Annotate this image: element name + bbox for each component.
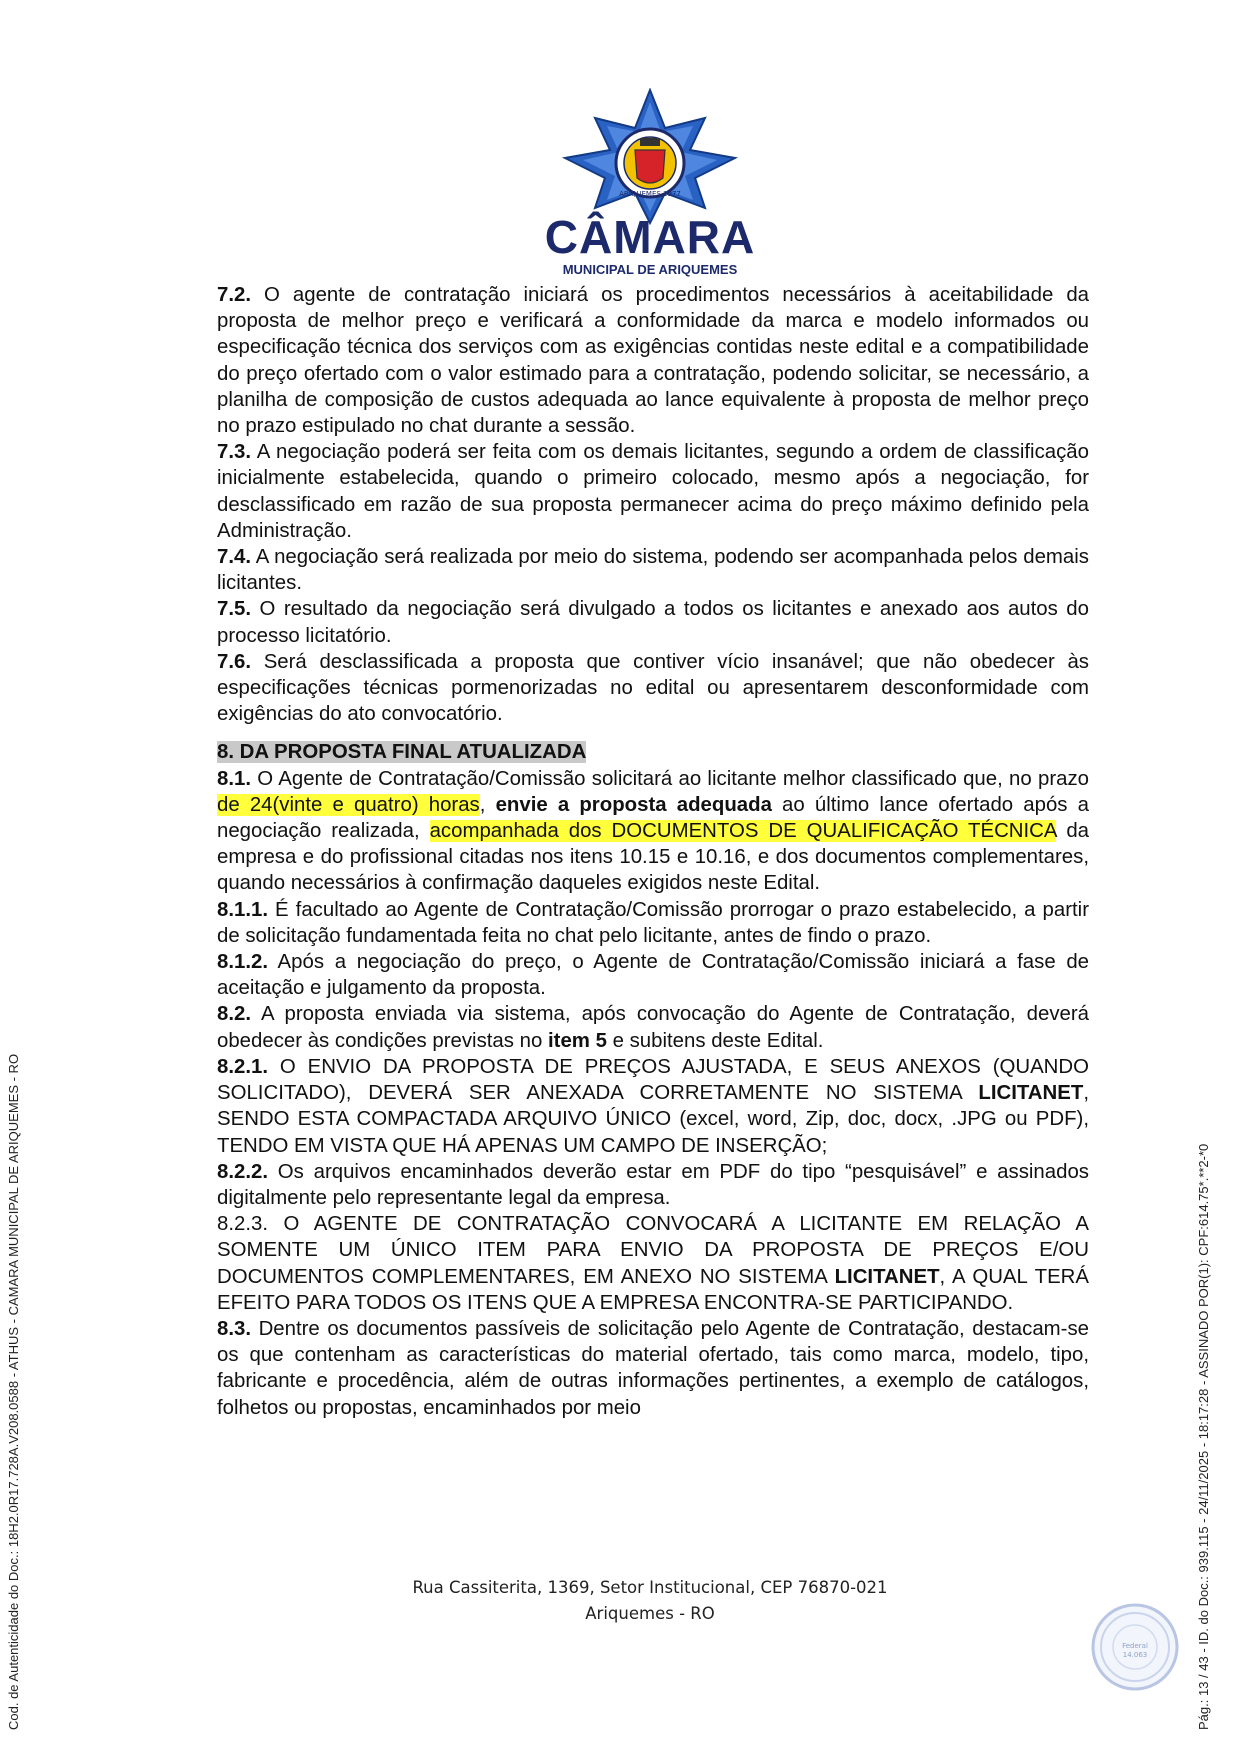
highlight-deadline: de 24(vinte e quatro) horas (217, 793, 480, 816)
section-8-heading: 8. DA PROPOSTA FINAL ATUALIZADA (217, 741, 587, 764)
seal-line2: 14.063 (1122, 1651, 1148, 1659)
logo-subtitle: MUNICIPAL DE ARIQUEMES (562, 262, 738, 277)
footer-city: Ariquemes - RO (585, 1604, 715, 1623)
seal-line1: Federal (1122, 1642, 1148, 1650)
footer-address: Rua Cassiterita, 1369, Setor Institucional, CEP 76870-021 (412, 1578, 888, 1597)
seal-text: ARIQUEMES 1977 (619, 190, 681, 198)
digital-signature-seal-icon (1090, 1602, 1180, 1692)
paragraph-8-1-1: 8.1.1. É facultado ao Agente de Contratação/Comissão prorrogar o prazo estabelecido, a partir de solicitação fundamentada feita no chat pelo licitante, antes de findo o prazo. (217, 898, 1089, 947)
paragraph-8-2: 8.2. A proposta enviada via sistema, após convocação do Agente de Contratação, deverá obedecer às condições previstas no item 5 e subitens deste Edital. (217, 1003, 1089, 1052)
logo-title: CÂMARA (544, 211, 756, 263)
paragraph-8-2-2: 8.2.2. Os arquivos encaminhados deverão estar em PDF do tipo “pesquisável” e assinados digitalmente pelo representante legal da empresa. (217, 1160, 1089, 1209)
paragraph-8-3: 8.3. Dentre os documentos passíveis de solicitação pelo Agente de Contratação, destacam-se os que contenham as características do material ofertado, tais como marca, modelo, tipo, fabricante e procedência, além de outras informações pertinentes, a exemplo de catálogos, folhetos ou propostas, encaminhados por meio (217, 1317, 1089, 1419)
paragraph-7-5: 7.5. O resultado da negociação será divulgado a todos os licitantes e anexado aos autos do processo licitatório. (217, 598, 1089, 647)
paragraph-8-1: 8.1. O Agente de Contratação/Comissão solicitará ao licitante melhor classificado que, no prazo de 24(vinte e quatro) horas, envie a proposta adequada ao último lance ofertado após a negociação realizada, acompanhada dos DOCUMENTOS DE QUALIFICAÇÃO TÉCNICA da empresa e do profissional citadas nos itens 10.15 e 10.16, e dos documentos complementares, quando necessários à confirmação daqueles exigidos neste Edital. (217, 767, 1089, 895)
paragraph-8-1-2: 8.1.2. Após a negociação do preço, o Agente de Contratação/Comissão iniciará a fase de aceitação e julgamento da proposta. (217, 951, 1089, 1000)
paragraph-7-2: 7.2. O agente de contratação iniciará os procedimentos necessários à aceitabilidade da proposta de melhor preço e verificará a conformidade da marca e modelo informados ou especificação técnica dos serviços com as exigências contidas neste edital e a compatibilidade do preço ofertado com o valor estimado para a contratação, podendo solicitar, se necessário, a planilha de composição de custos adequada ao lance equivalente à proposta de melhor preço no prazo estipulado no chat durante a sessão. (217, 284, 1089, 438)
paragraph-8-2-1: 8.2.1. O ENVIO DA PROPOSTA DE PREÇOS AJUSTADA, E SEUS ANEXOS (QUANDO SOLICITADO), DEVERÁ SER ANEXADA CORRETAMENTE NO SISTEMA LICITANET, SENDO ESTA COMPACTADA ARQUIVO ÚNICO (excel, word, Zip, doc, docx, .JPG ou PDF), TENDO EM VISTA QUE HÁ APENAS UM CAMPO DE INSERÇÃO; (217, 1055, 1089, 1157)
highlight-documents: acompanhada dos DOCUMENTOS DE QUALIFICAÇÃO TÉCNICA (429, 820, 1057, 843)
authenticity-code-text: Cod. de Autenticidade do Doc.: 18H2.0R17.728A.V208.0588 - ATHUS - CAMARA MUNICIPAL DE ARIQUEMES - RO (6, 1053, 21, 1730)
paragraph-7-6: 7.6. Será desclassificada a proposta que contiver vício insanável; que não obedecer às especificações técnicas pormenorizadas no edital ou apresentarem desconformidade com exigências do ato convocatório. (217, 650, 1089, 726)
paragraph-7-4: 7.4. A negociação será realizada por meio do sistema, podendo ser acompanhada pelos demais licitantes. (217, 546, 1089, 595)
document-body (217, 282, 1089, 1421)
paragraph-8-2-3: 8.2.3. O AGENTE DE CONTRATAÇÃO CONVOCARÁ A LICITANTE EM RELAÇÃO A SOMENTE UM ÚNICO ITEM PARA ENVIO DA PROPOSTA DE PREÇOS E/OU DOCUMENTOS COMPLEMENTARES, EM ANEXO NO SISTEMA LICITANET, A QUAL TERÁ EFEITO PARA TODOS OS ITENS QUE A EMPRESA ENCONTRA-SE PARTICIPANDO. (217, 1213, 1089, 1314)
page-signature-text: Pág.: 13 / 43 - ID. do Doc.: 939.115 - 24/11/2025 - 18:17:28 - ASSINADO POR(1): CPF:614.75*.**2-*0 (1196, 1143, 1211, 1730)
paragraph-7-3: 7.3. A negociação poderá ser feita com os demais licitantes, segundo a ordem de classificação inicialmente estabelecida, quando o primeiro colocado, mesmo após a negociação, for desclassificado em razão de sua proposta permanecer acima do preço máximo definido pela Administração. (217, 441, 1089, 542)
